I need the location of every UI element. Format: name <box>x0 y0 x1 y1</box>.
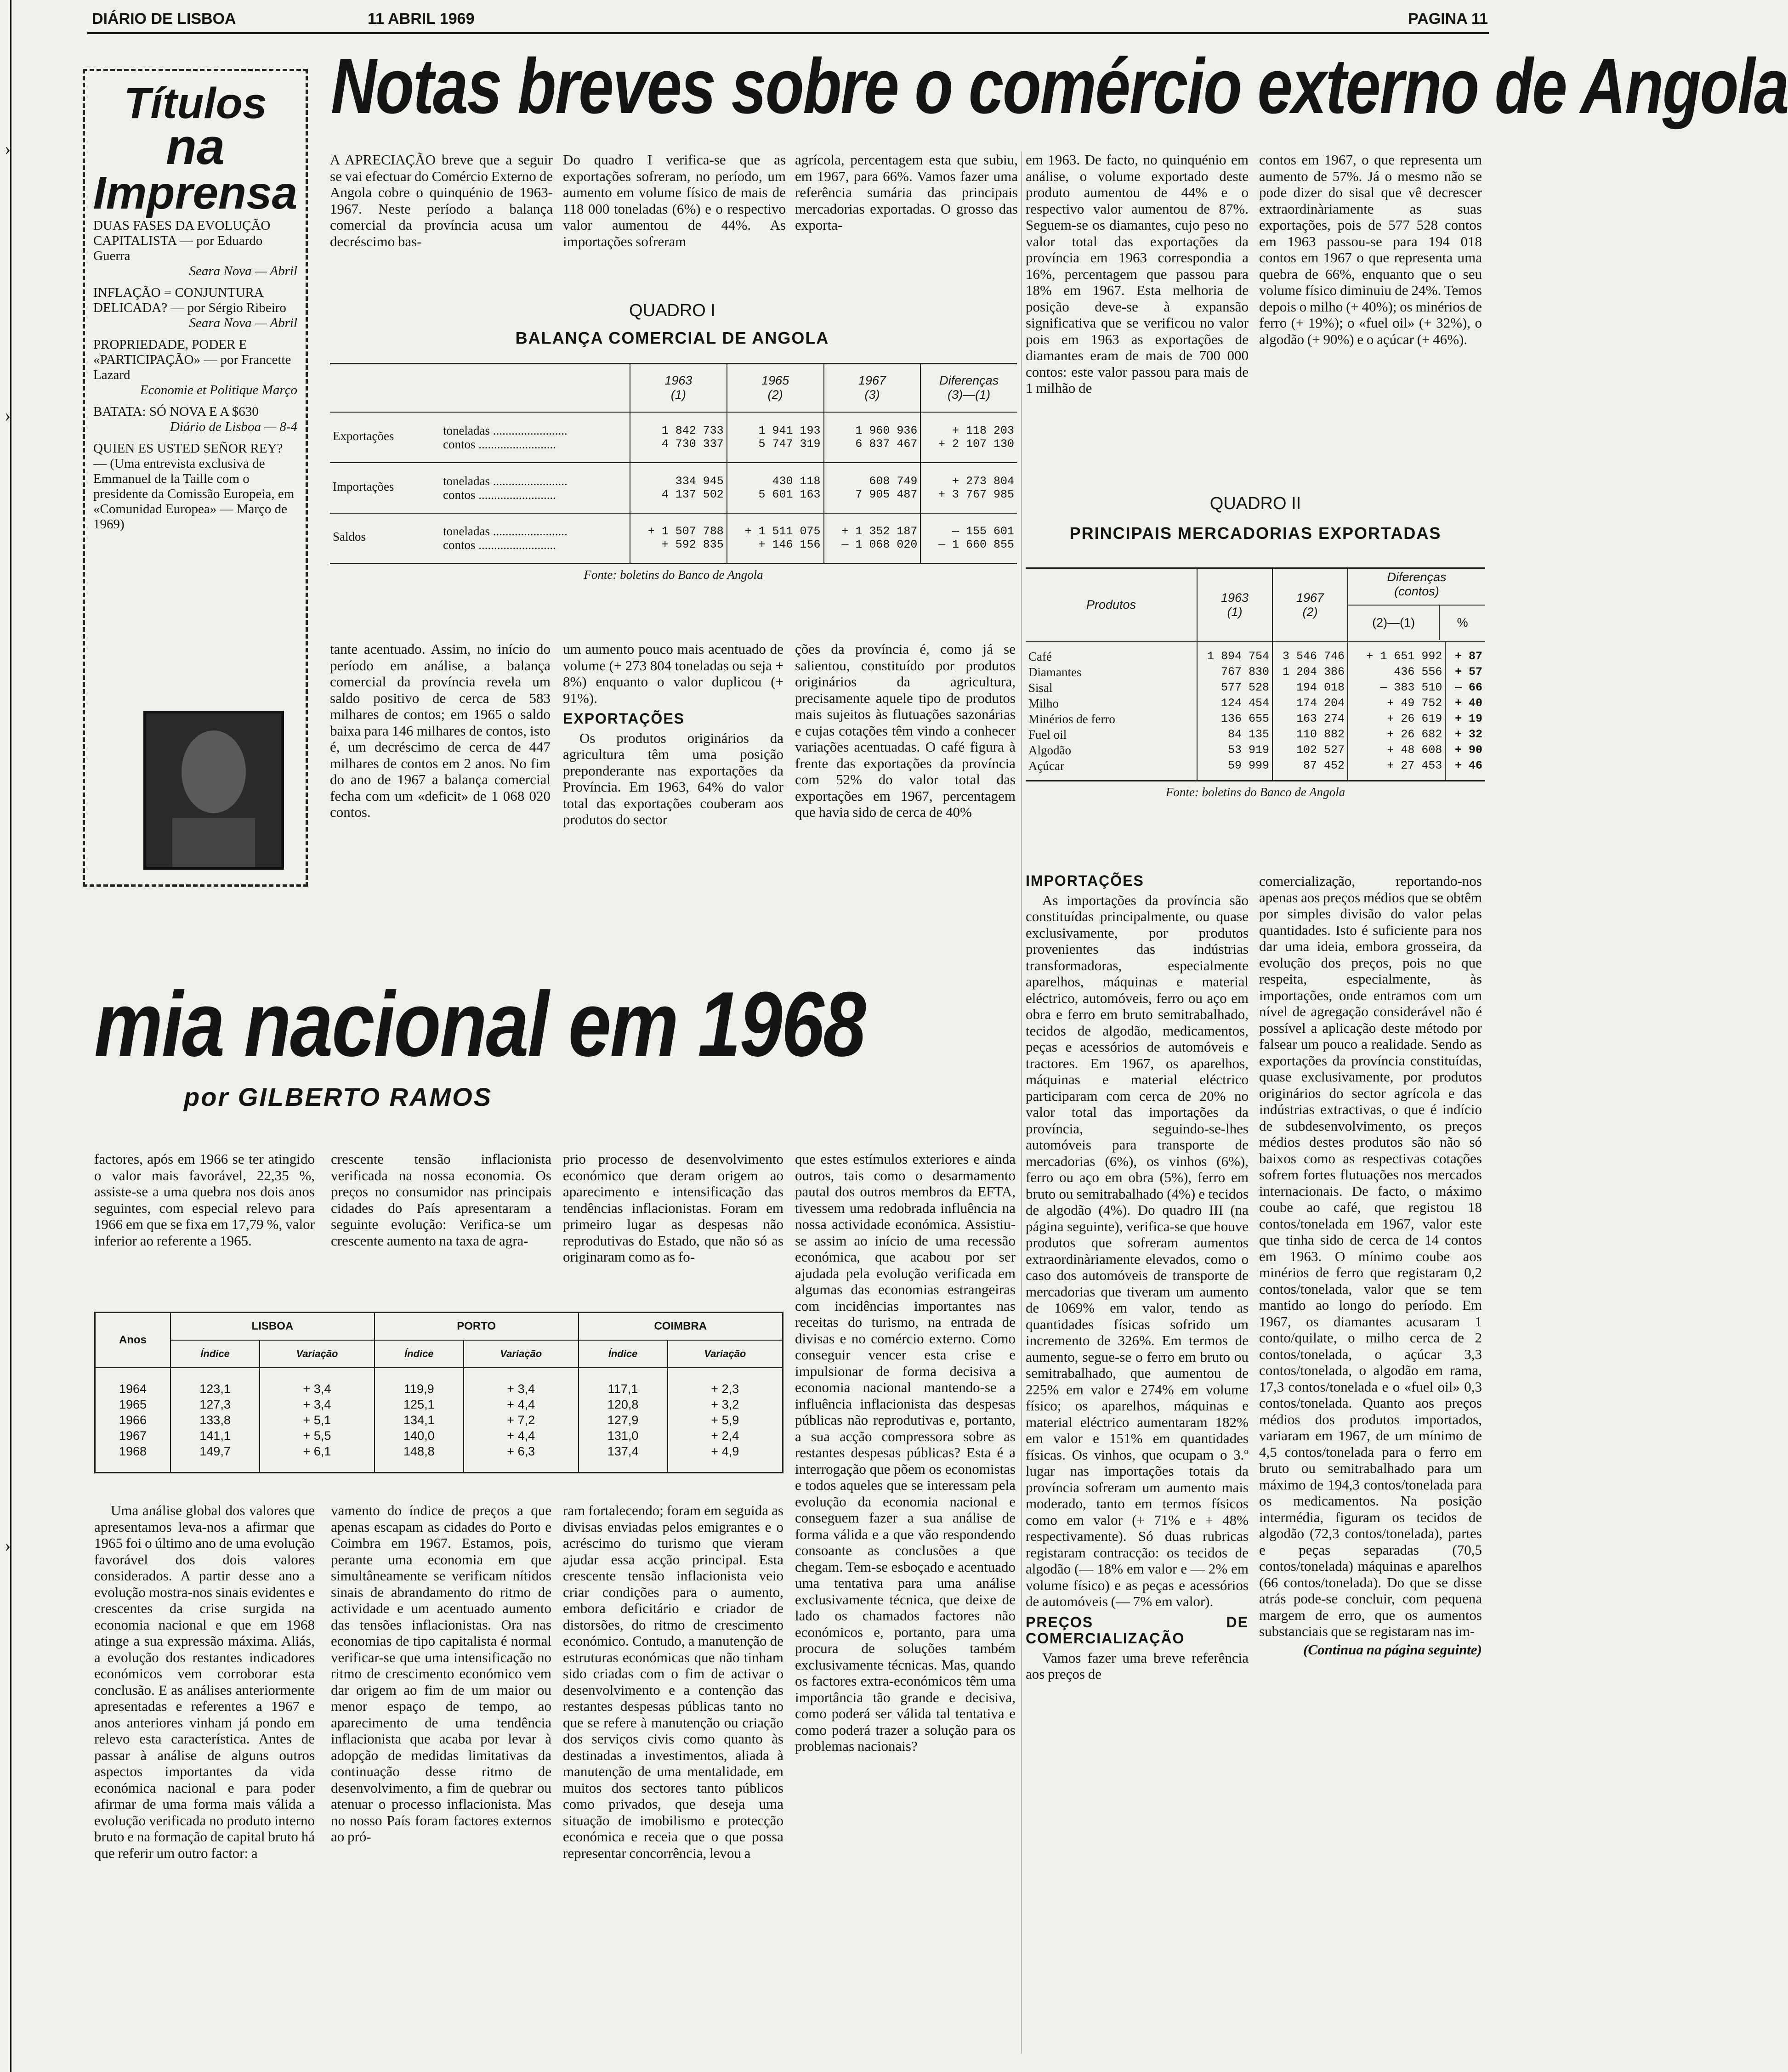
angola-col-4a: tante acentuado. Assim, no início do período em análise, a balança comercial da província revela um saldo positivo de cerca de 583 milhares de contos; em 1965 o saldo baixa para 146 milhares de contos, isto é, um decréscimo de cerca de 447 milhares de contos em 2 anos. No fim do ano de 1967 a balança comercial fecha com um «deficit» de 1 068 020 contos. <box>330 641 551 820</box>
economia-col-4: que estes estímulos exteriores e ainda outros, tais como o desarmamento pautal dos outros membros da EFTA, tivessem uma redobrada influência na nossa actividade económica. Assistiu-se assim ao início de uma recessão económica, que acabou por ser ajudada pela evolução verificada em algumas das economias estrangeiras com incidências importantes nas receitas do turismo, na entrada de divisas e no comércio externo. Como conseguir vencer esta crise e impulsionar de forma decisiva a economia nacional mantendo-se a influência inflacionista das despesas públicas não reprodutivas e, portanto, a sua acção compressora sobre as restantes despesas públicas? Esta é a interrogação que põem os economistas e todos aqueles que se interessam pela evolução da economia nacional e conseguem fazer a sua análise de forma válida e a que vão respondendo consoante as conclusões a que chegam. Tem-se esboçado e acentuado uma tentativa para uma análise exclusivamente técnica, que deixe de lado os chamados factores não económicos e, portanto, para uma procura de soluções também exclusivamente técnicas. Mas, quando os factores extra-económicos têm uma importância tão grande e decisiva, como poderá ser válida tal tentativa e como poderá trazer a solução para os problemas nacionais? <box>795 1151 1016 1754</box>
margin-marks: › › › <box>0 0 28 2072</box>
angola-precos-col: comercialização, reportando-nos apenas aos preços médios que se obtêm por simples divisão do valor pelas quantidades. Isto é suficiente para nos dar uma ideia, embora grosseira, da evolução dos preços, pois no que respeita, especialmente, às importações, onde entramos com um nível de agregação considerável não é possível a aplicação deste método por falsear um pouco a realidade. Sendo as exportações da província constituídas, quase exclusivamente, por produtos originários do sector agrícola e das indústrias extractivas, o que é indício de subdesenvolvimento, os preços médios destes produtos são não só baixos como as respectivas cotações sofrem fortes flutuações nos mercados internacionais. De facto, o máximo coube ao café, que registou 18 contos/tonelada em 1967, valor este que tinha sido de cerca de 14 contos em 1963. O mínimo coube aos minérios de ferro que registaram 0,2 contos/tonelada, valor que se tem mantido ao longo do período. Em 1967, os diamantes acusaram 1 conto/quilate, o milho cerca de 2 contos/tonelada, o açúcar 3,3 contos/tonelada, o algodão em rama, 17,3 contos/tonelada e o «fuel oil» 0,3 contos/tonelada. Quanto aos preços médios dos produtos importados, variaram em 1967, de um mínimo de 4,5 contos/tonelada para o ferro em bruto ou semitrabalhado para um máximo de 194,3 contos/tonelada para os medicamentos. Na posição intermédia, figuram os tecidos de algodão (72,3 contos/tonelada), partes e peças separadas (70,5 contos/tonelada) máquinas e aparelhos (66 contos/tonelada). Do que se disse atrás pode-se concluir, com pequena margem de erro, que os aumentos substanciais que se registaram nas im- (Continua na página seguinte) <box>1259 873 1482 1658</box>
quadro-2-label: QUADRO II <box>1209 494 1301 513</box>
economia-col-6: vamento do índice de preços a que apenas escapam as cidades do Porto e Coimbra em 1967. Estamos, pois, perante uma economia em que simultâneamente se verificam nítidos sinais de abrandamento do ritmo de actividade e um acentuado aumento das tensões inflacionistas. Ora nas economias de tipo capitalista é normal verificar-se que uma intensificação no ritmo de crescimento económico vem dar origem ao fim de um maior ou menor espaço de tempo, ao aparecimento de uma tendência inflacionista que acaba por levar à adopção de medidas limitativas da continuação desse ritmo de desenvolvimento, a fim de quebrar ou atenuar o processo inflacionista. Mas no nosso País foram factores externos ao pró- <box>331 1502 551 1845</box>
table-row: Açúcar 59 999 87 452 + 27 453 + 46 <box>1026 758 1485 781</box>
subhead-precos: PREÇOS DE COMERCIALIZAÇÃO <box>1026 1613 1249 1647</box>
table-row: Milho 124 454 174 204 + 49 752 + 40 <box>1026 696 1485 711</box>
table-row: 1967 141,1 + 5,5 140,0 + 4,4 131,0 + 2,4 <box>95 1428 783 1444</box>
table-row: Saldos toneladas ........................ contos ......................... + 1 507 788 + 592 835 + 1 511 075 + 146 156 + 1 352 187 — 1 068 020 — 155 601 — 1 660 855 <box>330 513 1017 564</box>
angola-col-6: contos em 1967, o que representa um aumento de 57%. Já o mesmo não se pode dizer do sisal que vê decrescer extraordinàriamente as suas exportações, pois de 577 528 contos em 1963 passou-se para 194 018 contos em 1967 o que representa uma quebra de 66%, enquanto que o seu volume físico diminuiu de 24%. Temos depois o milho (+ 40%); os minérios de ferro (+ 19%); o «fuel oil» (+ 32%), o algodão (+ 90%) e o açúcar (+ 46%). <box>1259 152 1482 347</box>
sidebar-item: QUIEN ES USTED SEÑOR REY? — (Uma entrevista exclusiva de Emmanuel de la Taille com o presidente da Comissão Europeia, em «Comunidad Europea» — Março de 1969) <box>93 441 295 532</box>
q1-head-1963: 1963 (1) <box>630 364 727 412</box>
subhead-importacoes: IMPORTAÇÕES <box>1026 872 1144 889</box>
angola-headline: Notas breves sobre o comércio externo de Angola <box>331 43 1788 130</box>
economia-headline: mia nacional em 1968 <box>94 973 865 1076</box>
column-rule <box>1021 152 1022 2054</box>
table-row: Sisal 577 528 194 018 — 383 510 — 66 <box>1026 680 1485 696</box>
economia-col-1: factores, após em 1966 se ter atingido o valor mais favorável, 22,35 %, assiste-se a uma quebra nos dois anos seguintes, com especial relevo para 1966 em que se fixa em 17,79 %, valor inferior ao referente a 1965. <box>94 1151 315 1249</box>
angola-col-3: agrícola, percentagem esta que subiu, em 1967, para 66%. Vamos fazer uma referência sumária das principais mercadorias exportadas. O grosso das exporta- <box>795 152 1018 233</box>
table-row: 1966 133,8 + 5,1 134,1 + 7,2 127,9 + 5,9 <box>95 1412 783 1428</box>
titulos-na-imprensa-box <box>83 69 308 887</box>
sidebar-title-3: Imprensa <box>93 167 298 219</box>
table-row: 1964 123,1 + 3,4 119,9 + 3,4 117,1 + 2,3 <box>95 1368 783 1397</box>
economia-col-5: Uma análise global dos valores que apresentamos leva-nos a afirmar que 1965 foi o último ano de uma evolução favorável dos dois valores considerados. A partir desse ano a evolução mostra-nos sinais evidentes e crescentes da crise surgida na economia nacional e que em 1968 atinge a sua expressão máxima. Aliás, a evolução dos restantes indicadores económicos vem corroborar esta conclusão. E as análises anteriormente apresentadas e referentes a 1967 e anos anteriores vinham já pondo em relevo esta característica. Antes de passar à análise de alguns outros aspectos importantes da vida económica nacional e para poder afirmar de uma forma mais válida a evolução verificada no produto interno bruto e na formação de capital bruto há que referir um outro factor: a <box>94 1502 315 1861</box>
quadro-2-title: PRINCIPAIS MERCADORIAS EXPORTADAS <box>1069 524 1442 543</box>
table-row: Minérios de ferro 136 655 163 274 + 26 619 + 19 <box>1026 711 1485 727</box>
table-row: Diamantes 767 830 1 204 386 436 556 + 57 <box>1026 664 1485 680</box>
issue-date: 11 ABRIL 1969 <box>368 10 475 28</box>
quadro-1-table <box>330 363 1017 582</box>
q1-head-1967: 1967 (3) <box>824 364 921 412</box>
angola-importacoes-col: IMPORTAÇÕES As importações da província são constituídas principalmente, ou quase exclusivamente, por produtos provenientes das indústrias transformadoras, especialmente aparelhos, máquinas e material eléctrico, automóveis, ferro ou aço em obra e ferro em bruto semitrabalhado, tecidos de algodão, medicamentos, peças e acessórios de automóveis e tractores. Em 1967, os aparelhos, máquinas e material eléctrico participaram com cerca de 20% no valor total das importações da província, seguindo-se-lhes automóveis para transporte de mercadorias (6%), os vinhos (6%), ferro ou aço em obra (5%), ferro em bruto ou semitrabalhado (4%) e tecidos de algodão (4%). Do quadro III (na página seguinte), verifica-se que houve produtos que sofreram aumentos extraordinàriamente elevados, como o caso dos automóveis de transporte de mercadorias que tiveram um aumento de 1069% em valor, tendo as quantidades físicas sofrido um incremento de 326%. Em termos de aumento, segue-se o ferro em bruto ou semitrabalhado, que aumentou de 225% em valor e 274% em volume físico; os aparelhos, máquinas e material eléctrico aumentaram 182% em valor e 151% em quantidades físicas. Os vinhos, que ocupam o 3.º lugar nas importações totais da província sofreram um aumento mais moderado, tanto em termos físicos como em valor (+ 71% e + 48% respectivamente). Só duas rubricas registaram contracção: os tecidos de algodão (— 18% em valor e — 2% em volume físico) e as peças e acessórios de automóveis (— 7% em valor). PREÇOS DE COMERCIALIZAÇÃO Vamos fazer uma breve referência aos preços de <box>1026 872 1249 1682</box>
sidebar-item: PROPRIEDADE, PODER E «PARTICIPAÇÃO» — por Francette Lazard Economie et Politique Março <box>93 337 297 397</box>
table-row: Fuel oil 84 135 110 882 + 26 682 + 32 <box>1026 727 1485 742</box>
table-row: Exportações toneladas ........................ contos ......................... 1 842 733 4 730 337 1 941 193 5 747 319 1 960 936 6 837 467 + 118 203 + 2 107 130 <box>330 412 1017 463</box>
q1-head-1965: 1965 (2) <box>727 364 824 412</box>
economia-col-2: crescente tensão inflacionista verificada na nossa economia. Os preços no consumidor nas principais cidades do País apresentaram a seguinte evolução: Verifica-se um crescente aumento na taxa de agra- <box>331 1151 551 1249</box>
table-row: Algodão 53 919 102 527 + 48 608 + 90 <box>1026 742 1485 758</box>
quadro-1-title: BALANÇA COMERCIAL DE ANGOLA <box>515 328 829 347</box>
angola-col-5: em 1963. De facto, no quinquénio em análise, o volume exportado deste produto aumentou de 44% e o respectivo valor aumentou de 87%. Seguem-se os diamantes, cujo peso no valor total das exportações da província em 1963 correspondia a 16%, percentagem que passou para 18% em 1967. Esta melhoria de posição deve-se à expansão significativa que se verificou no valor pois em 1963 as exportações de diamantes eram de mais de 700 000 contos: este valor passou para mais de 1 milhão de <box>1026 152 1249 396</box>
table-row: 1968 149,7 + 6,1 148,8 + 6,3 137,4 + 4,9 <box>95 1444 783 1473</box>
sidebar-title-2: na <box>165 119 225 175</box>
sidebar-item: DUAS FASES DA EVOLUÇÃO CAPITALISTA — por Eduardo Guerra Seara Nova — Abril <box>93 218 297 278</box>
table-row: Café 1 894 754 3 546 746 + 1 651 992 + 87 <box>1026 642 1485 664</box>
q1-head-diff: Diferenças (3)—(1) <box>920 364 1017 412</box>
byline: por GILBERTO RAMOS <box>184 1082 493 1111</box>
economia-col-3: prio processo de desenvolvimento económico que deram origem ao aparecimento e intensificação das tendências inflacionistas. Foram em primeiro lugar as despesas não reprodutivas do Estado, que não só as originaram como as fo- <box>563 1151 783 1265</box>
quadro-1-source: Fonte: boletins do Banco de Angola <box>584 568 763 582</box>
subhead-exportacoes: EXPORTAÇÕES <box>563 710 685 727</box>
sidebar-item: BATATA: SÓ NOVA E A $630 Diário de Lisboa — 8-4 <box>93 404 297 434</box>
angola-col-2: Do quadro I verifica-se que as exportações sofreram, no período, um aumento em volume físico de mais de 118 000 toneladas (6%) e o respectivo valor aumentou de 44%. As importações sofreram <box>563 152 786 249</box>
quadro-2-source: Fonte: boletins do Banco de Angola <box>1165 785 1345 799</box>
page-number: PAGINA 11 <box>1408 10 1488 28</box>
sidebar-item: INFLAÇÃO = CONJUNTURA DELICADA? — por Sérgio Ribeiro Seara Nova — Abril <box>93 285 297 330</box>
quadro-1-label: QUADRO I <box>629 301 715 320</box>
quadro-2-table: Produtos 1963 (1) 1967 (2) Diferenças (contos) (2)—(1) % Café 1 894 754 3 546 746 + 1 651 992 + 87 Diamantes 767 830 1 204 386 436 556 + 57 Sisal 577 528 194 018 — 383 510 — 66 Milho 124 454 174 204 + 49 752 + 40 Minérios de ferro 136 655 163 274 + 26 619 + 19 Fuel oil 84 135 110 882 + 26 682 + 32 Algodão 53 919 102 527 + 48 608 + 90 Açúcar 59 999 87 452 + 27 453 + 46 Fonte: boletins do Banco de Angola <box>1026 567 1485 799</box>
newspaper-name: DIÁRIO DE LISBOA <box>92 10 236 28</box>
angola-col-4b: um aumento pouco mais acentuado de volume (+ 273 804 toneladas ou seja + 8%) enquanto o valor duplicou (+ 91%). EXPORTAÇÕES Os produtos originários da agricultura têm uma posição preponderante nas exportações da Província. Em 1963, 64% do valor total das exportações couberam aos produtos do sector <box>563 641 783 827</box>
angola-col-1: A APRECIAÇÃO breve que a seguir se vai efectuar do Comércio Externo de Angola cobre o quinquénio de 1963-1967. Neste período a balança comercial da província acusa um decréscimo bas- <box>330 152 553 249</box>
portrait-photo <box>145 712 283 868</box>
sidebar-list <box>93 218 297 532</box>
price-index-table: Anos LISBOA PORTO COIMBRA Índice Variação Índice Variação Índice Variação 1964 123,1 + 3,4 119,9 + 3,4 117,1 + 2,3 1965 127,3 + 3,4 125,1 + 4,4 120,8 + 3,2 1966 133,8 + 5,1 134,1 + 7,2 127,9 + 5,9 1967 141,1 + 5,5 140,0 + 4,4 131,0 + 2,4 1968 149,7 + 6,1 148,8 + 6,3 137,4 + 4,9 <box>94 1312 783 1473</box>
sidebar-title-1: Títulos <box>124 79 267 128</box>
header-rule <box>87 32 1489 34</box>
table-row: 1965 127,3 + 3,4 125,1 + 4,4 120,8 + 3,2 <box>95 1397 783 1412</box>
continued-note: (Continua na página seguinte) <box>1303 1641 1482 1658</box>
economia-col-7: ram fortalecendo; foram em seguida as divisas enviadas pelos emigrantes e o acréscimo do turismo que vieram ajudar essa acção principal. Esta crescente tensão inflacionista veio criar condições para o aumento, embora deficitário e criador de distorsões, do ritmo de crescimento económico. Contudo, a manutenção de estruturas económicas que não tinham sido criadas com o fim de activar o desenvolvimento e a contenção das restantes despesas públicas tanto no que se refere à manutenção ou criação dos serviços civis como quanto às destinadas a investimentos, aliada à manutenção de uma mentalidade, em muitos dos sectores tanto públicos como privados, que deseja uma situação de imobilismo e protecção económica e receia que o que possa representar concorrência, levou a <box>563 1502 783 1861</box>
angola-col-4c: ções da província é, como já se salientou, constituído por produtos originários da agricultura, precisamente aquele tipo de produtos mais sujeitos às flutuações sazonárias e cujas cotações têm vindo a conhecer variações acentuadas. O café figura à frente das exportações da província com 52% do valor total das exportações em 1967, percentagem que havia sido de cerca de 40% <box>795 641 1016 820</box>
table-row: Importações toneladas ........................ contos ......................... 334 945 4 137 502 430 118 5 601 163 608 749 7 905 487 + 273 804 + 3 767 985 <box>330 463 1017 513</box>
